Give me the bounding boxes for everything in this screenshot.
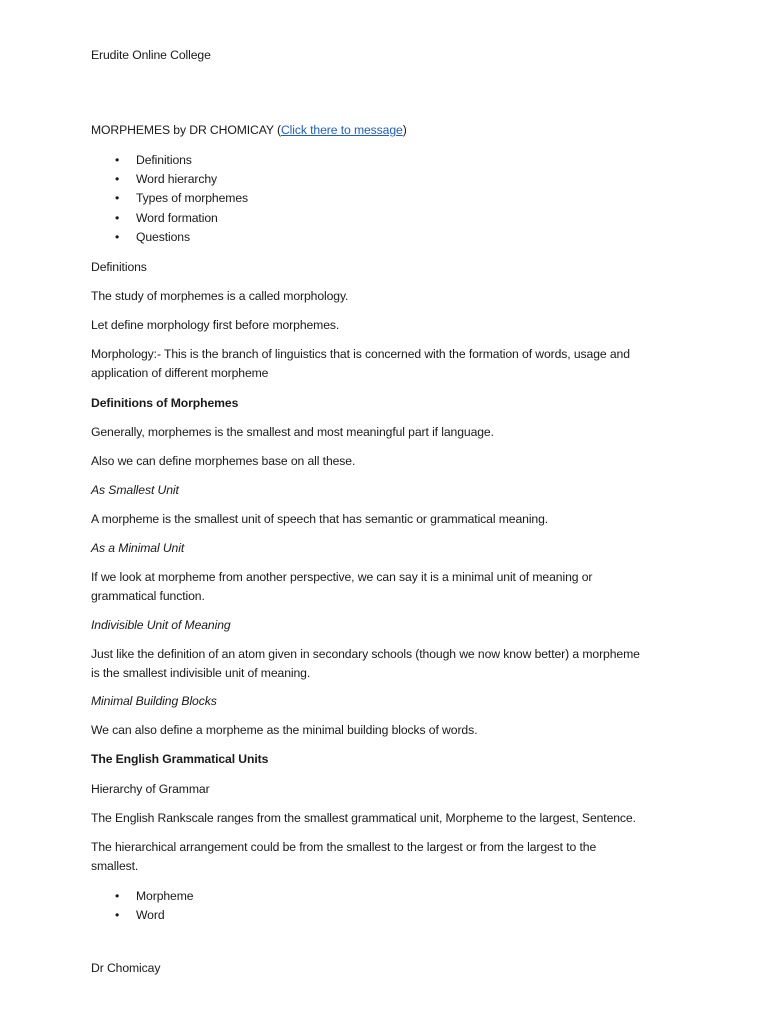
paragraph: If we look at morpheme from another perspective, we can say it is a minimal unit of meaning or (91, 570, 593, 584)
paragraph: is the smallest indivisible unit of meaning. (91, 666, 311, 680)
bullet-icon: • (115, 153, 120, 167)
message-link[interactable]: Click there to message (280, 123, 403, 137)
bullet-icon: • (115, 191, 120, 205)
bullet-icon: • (115, 211, 120, 225)
paragraph: Just like the definition of an atom given in secondary schools (though we now know better) a morpheme (91, 647, 640, 661)
bullet-icon: • (115, 230, 120, 244)
paragraph: Also we can define morphemes base on all these. (91, 454, 356, 468)
toc-item: • Types of morphemes (115, 189, 248, 208)
toc-item: • Definitions (115, 151, 192, 170)
subheading: Indivisible Unit of Meaning (91, 618, 231, 632)
section-heading: Definitions (91, 260, 147, 274)
paragraph: The hierarchical arrangement could be from the smallest to the largest or from the largest to the (91, 840, 597, 854)
paragraph: smallest. (91, 859, 139, 873)
paragraph: Generally, morphemes is the smallest and most meaningful part if language. (91, 425, 494, 439)
title-prefix: MORPHEMES by DR CHOMICAY ( (91, 123, 281, 137)
bullet-icon: • (115, 908, 120, 922)
paragraph: The study of morphemes is a called morphology. (91, 289, 349, 303)
paragraph: application of different morpheme (91, 366, 269, 380)
section-heading: Definitions of Morphemes (91, 396, 239, 410)
toc-item: • Word formation (115, 209, 218, 228)
paragraph: grammatical function. (91, 589, 205, 603)
toc-item: • Questions (115, 228, 190, 247)
page-footer: Dr Chomicay (91, 961, 161, 975)
page-header: Erudite Online College (91, 48, 211, 62)
subheading: As a Minimal Unit (91, 541, 185, 555)
subheading: Minimal Building Blocks (91, 694, 217, 708)
subheading: As Smallest Unit (91, 483, 179, 497)
paragraph: The English Rankscale ranges from the smallest grammatical unit, Morpheme to the largest, Sentence. (91, 811, 636, 825)
title-suffix: ) (402, 123, 407, 137)
paragraph: Let define morphology first before morphemes. (91, 318, 340, 332)
list-item: • Morpheme (115, 887, 193, 906)
section-heading: The English Grammatical Units (91, 752, 269, 766)
bullet-icon: • (115, 172, 120, 186)
paragraph: Morphology:- This is the branch of linguistics that is concerned with the formation of words, usage and (91, 347, 630, 361)
bullet-icon: • (115, 889, 120, 903)
list-item: • Word (115, 906, 165, 925)
toc-item: • Word hierarchy (115, 170, 217, 189)
paragraph: A morpheme is the smallest unit of speech that has semantic or grammatical meaning. (91, 512, 549, 526)
paragraph: We can also define a morpheme as the minimal building blocks of words. (91, 723, 478, 737)
subheading: Hierarchy of Grammar (91, 782, 210, 796)
document-title (91, 121, 407, 140)
